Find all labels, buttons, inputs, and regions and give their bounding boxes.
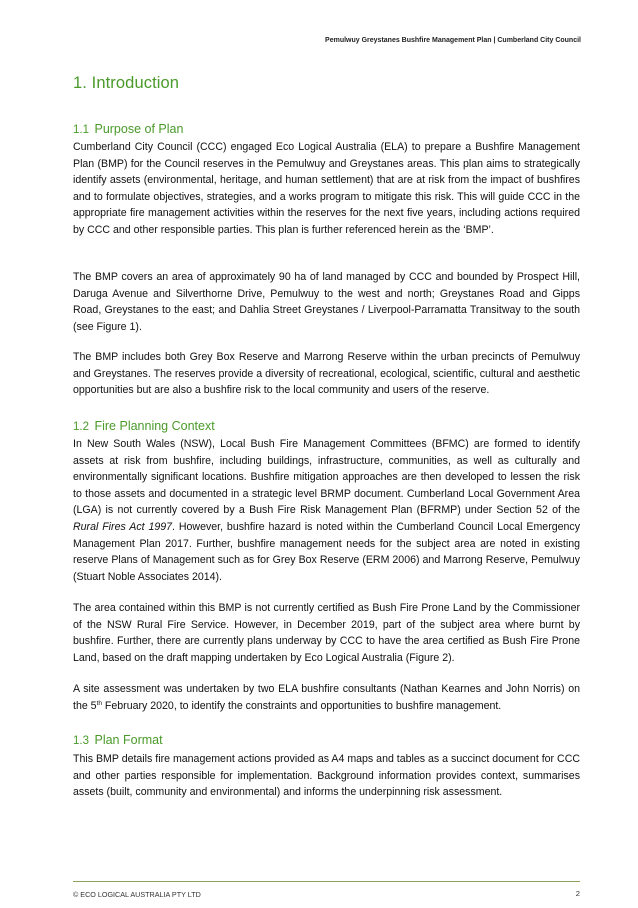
paragraph-context-1 xyxy=(73,436,580,585)
section-heading-plan-format xyxy=(73,733,163,747)
section-number: 1.3 xyxy=(73,735,89,747)
paragraph-format-1: This BMP details fire management actions provided as A4 maps and tables as a succinct document for CCC and other parties responsible for implementation. Background information provides context, summarises assets (built, community and environmental) and informs the underpinning risk assessment. xyxy=(73,753,580,799)
paragraph-context-2: The area contained within this BMP is not currently certified as Bush Fire Prone Land by the Commissioner of the NSW Rural Fire Service. However, in December 2019, part of the subject area where burnt by bushfire. Further, there are currently plans underway by CCC to have the area certified as Bush Fire Prone Land, based on the draft mapping undertaken by Eco Logical Australia (Figure 2). xyxy=(73,602,580,664)
paragraph-context-3 xyxy=(73,681,580,714)
section-title: Fire Planning Context xyxy=(94,419,215,433)
section-heading-purpose-of-plan xyxy=(73,122,183,136)
paragraph-purpose-3: The BMP includes both Grey Box Reserve and Marrong Reserve within the urban precincts of Pemulwuy and Greystanes. The reserves provide a diversity of recreational, ecological, scientific, cultural and aesthetic opportunities but are also a bushfire risk to the local community and users of the reserve. xyxy=(73,351,580,397)
ordinal-suffix: th xyxy=(96,699,102,707)
text-run: In New South Wales (NSW), Local Bush Fire Management Committees (BFMC) are formed to identify assets at risk from bushfire, including buildings, infrastructure, communities, as well as culturally and environmentally significant locations. Bushfire mitigation approaches are then developed to lessen the risk to those assets and documented in a strategic level BRMP document. Cumberland Local Government Area (LGA) is not currently covered by a Bush Fire Risk Management Plan (BFRMP) under Section 52 of the xyxy=(73,438,580,517)
footer-divider xyxy=(73,881,580,882)
section-title: Plan Format xyxy=(94,733,163,747)
text-run: . However, bushfire hazard is noted within the Cumberland Council Local Emergency Management Plan 2017. Further, bushfire management needs for the subject area are noted in existing reserve Plans of Management such as for Grey Box Reserve (ERM 2006) and Marrong Reserve, Pemulwuy (Stuart Noble Associates 2014). xyxy=(73,520,580,583)
page-title: 1. Introduction xyxy=(73,74,180,92)
section-number: 1.2 xyxy=(73,421,89,433)
section-heading-fire-planning-context xyxy=(73,419,215,433)
section-title: Purpose of Plan xyxy=(94,122,184,136)
page-number: 2 xyxy=(575,889,580,898)
section-number: 1.1 xyxy=(73,124,89,136)
paragraph-purpose-2: The BMP covers an area of approximately 90 ha of land managed by CCC and bounded by Prospect Hill, Daruga Avenue and Silverthorne Drive, Pemulwuy to the west and north; Greystanes Road and Gipps Road, Greystanes to the east; and Dahlia Street Greystanes / Liverpool-Parramatta Transitway to the south (see Figure 1). xyxy=(73,271,580,333)
paragraph-purpose-1: Cumberland City Council (CCC) engaged Eco Logical Australia (ELA) to prepare a Bushfire Management Plan (BMP) for the Council reserves in the Pemulwuy and Greystanes areas. This plan aims to strategically identify assets (environmental, heritage, and human settlement) that are at risk from the impact of bushfires and to formulate objectives, strategies, and a works program to mitigate this risk. This will guide CCC in the appropriate fire management activities within the reserves for the next five years, including actions required by CCC and other responsible parties. This plan is further referenced herein as the ‘BMP’. xyxy=(73,141,580,236)
footer-copyright: © ECO LOGICAL AUSTRALIA PTY LTD xyxy=(73,890,201,899)
text-run: A site assessment was undertaken by two ELA bushfire consultants (Nathan Kearnes and John Norris) on the 5 xyxy=(73,683,580,712)
running-header: Pemulwuy Greystanes Bushfire Management Plan | Cumberland City Council xyxy=(325,37,581,44)
act-title: Rural Fires Act 1997 xyxy=(73,520,173,533)
text-run: February 2020, to identify the constraints and opportunities to bushfire management. xyxy=(101,699,502,712)
